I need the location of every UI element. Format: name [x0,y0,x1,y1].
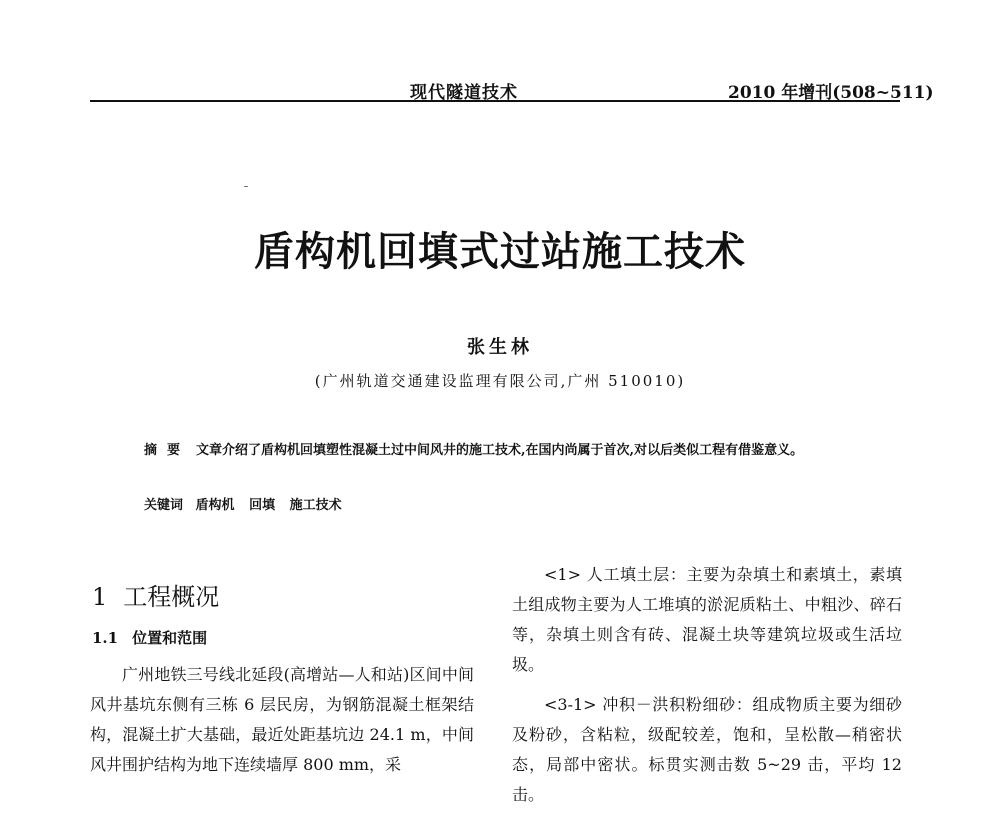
keywords [144,494,352,513]
paragraph-fill-layer: <1> 人工填土层：主要为杂填土和素填土，素填土组成物主要为人工堆填的淤泥质粘土、中粗沙、碎石等，杂填土则含有砖、混凝土块等建筑垃圾或生活垃圾。 [512,565,902,674]
abstract [108,440,878,462]
header-rule [90,100,900,102]
scan-speck [244,186,248,187]
keyword: 施工技术 [289,498,342,513]
author-name: 张生林 [467,337,533,358]
paper-title: 盾构机回填式过站施工技术 [254,228,746,275]
paragraph-silt-sand: <3-1> 冲积－洪积粉细砂：组成物质主要为细砂及粉砂，含粘粒，级配较差，饱和，呈松散—稍密状态，局部中密状。标贯实测击数 5~29 击，平均 12 击。 [512,695,902,804]
keywords-label: 关键词 [144,498,184,513]
subsection-title: 位置和范围 [132,629,208,647]
section-heading [92,577,219,612]
keyword: 回填 [249,498,276,513]
journal-name: 现代隧道技术 [410,83,518,103]
section-title: 工程概况 [123,583,220,611]
right-column [512,560,902,820]
keyword: 盾构机 [195,498,235,513]
author-affiliation: (广州轨道交通建设监理有限公司,广州 510010) [314,372,686,390]
abstract-text: 文章介绍了盾构机回填塑性混凝土过中间风井的施工技术,在国内尚属于首次,对以后类似工程有借鉴意义。 [196,443,804,458]
abstract-label: 摘要 [144,443,191,458]
subsection-heading [92,627,207,648]
subsection-number: 1.1 [92,629,119,647]
section-number: 1 [92,583,108,611]
issue-info: 2010 年增刊(508~511) [728,83,934,103]
left-column-paragraph: 广州地铁三号线北延段(高增站—人和站)区间中间风井基坑东侧有三栋 6 层民房，为钢筋混凝土框架结构，混凝土扩大基础，最近处距基坑边 24.1 m，中间风井围护结构为地下连续墙厚 800 mm，采 [90,665,474,774]
